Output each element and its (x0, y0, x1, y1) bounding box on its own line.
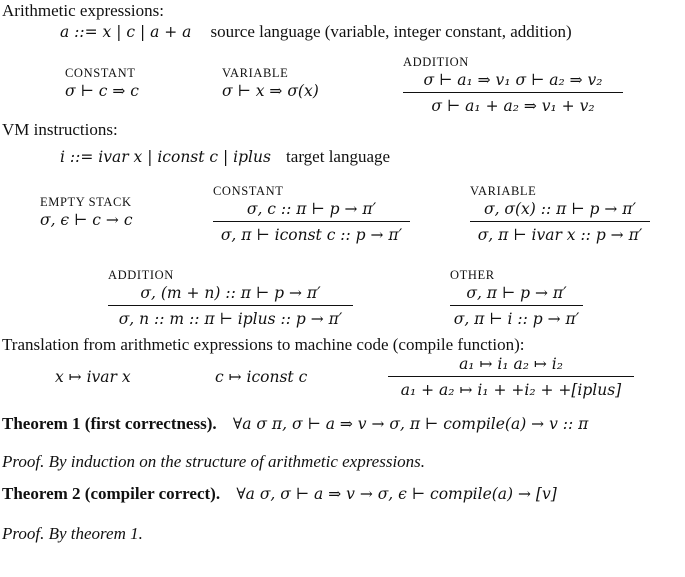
vm-heading: VM instructions: (2, 120, 118, 139)
rule-conclusion: σ, n :: m :: π ⊢ iplus :: p → π′ (118, 310, 343, 328)
arith-grammar-note: source language (variable, integer constant, addition) (210, 22, 572, 41)
rule-label: CONSTANT (65, 66, 136, 80)
inference-line (450, 305, 583, 306)
rule-label: CONSTANT (213, 184, 284, 198)
rule-conclusion: σ, π ⊢ iconst c :: p → π′ (220, 226, 403, 244)
rule-arith-addition (403, 55, 623, 115)
rule-premise: σ ⊢ a₁ ⇒ v₁ σ ⊢ a₂ ⇒ v₂ (423, 71, 603, 89)
inference-line (108, 305, 353, 306)
rule-vm-addition (108, 268, 353, 328)
vm-grammar-note: target language (286, 147, 391, 166)
theorem-title: Theorem 2 (compiler correct). (2, 484, 221, 503)
inference-line (470, 221, 650, 222)
rule-conclusion: σ ⊢ a₁ + a₂ ⇒ v₁ + v₂ (431, 97, 595, 115)
proof-1: Proof. By induction on the structure of arithmetic expressions. (2, 452, 426, 471)
rule-label: EMPTY STACK (40, 195, 132, 209)
rule-vm-empty-stack (40, 195, 133, 229)
rule-arith-constant (65, 66, 139, 100)
theorem-statement: ∀a σ π, σ ⊢ a ⇒ v → σ, π ⊢ compile(a) → v :: π (232, 415, 589, 433)
proof-2: Proof. By theorem 1. (2, 524, 143, 543)
compile-const: c ↦ iconst c (215, 368, 308, 386)
rule-premise: σ, (m + n) :: π ⊢ p → π′ (140, 284, 321, 302)
theorem-title: Theorem 1 (first correctness). (2, 414, 217, 433)
theorem-2 (2, 484, 557, 504)
rule-premise: σ, π ⊢ p → π′ (466, 284, 567, 302)
rule-label: ADDITION (403, 55, 469, 69)
rule-conclusion: σ ⊢ c ⇒ c (65, 82, 139, 100)
rule-premise: a₁ ↦ i₁ a₂ ↦ i₂ (459, 355, 563, 373)
compile-var: x ↦ ivar x (55, 368, 131, 386)
theorem-statement: ∀a σ, σ ⊢ a ⇒ v → σ, ϵ ⊢ compile(a) → [v] (236, 485, 557, 503)
vm-grammar-line (60, 147, 390, 167)
arith-heading: Arithmetic expressions: (2, 1, 164, 20)
inference-line (213, 221, 410, 222)
rule-premise: σ, c :: π ⊢ p → π′ (246, 200, 377, 218)
arith-grammar-line (60, 22, 572, 42)
arith-grammar: a ::= x | c | a + a (60, 23, 192, 41)
rule-conclusion: σ, ϵ ⊢ c → c (40, 211, 133, 229)
rule-label: OTHER (450, 268, 495, 282)
rule-label: VARIABLE (470, 184, 537, 198)
rule-label: ADDITION (108, 268, 174, 282)
inference-line (403, 92, 623, 93)
rule-arith-variable (222, 66, 319, 100)
compile-heading: Translation from arithmetic expressions to machine code (compile function): (2, 335, 525, 354)
rule-conclusion: σ ⊢ x ⇒ σ(x) (222, 82, 319, 100)
rule-conclusion: σ, π ⊢ ivar x :: p → π′ (477, 226, 643, 244)
theorem-1 (2, 414, 588, 434)
rule-label: VARIABLE (222, 66, 289, 80)
rule-conclusion: σ, π ⊢ i :: p → π′ (453, 310, 580, 328)
rule-vm-constant (213, 184, 410, 244)
rule-vm-variable (470, 184, 650, 244)
rule-compile-addition (388, 355, 634, 399)
rule-conclusion: a₁ + a₂ ↦ i₁ + +i₂ + +[iplus] (400, 381, 622, 399)
vm-grammar: i ::= ivar x | iconst c | iplus (60, 148, 271, 166)
inference-line (388, 376, 634, 377)
rule-vm-other (450, 268, 583, 328)
rule-premise: σ, σ(x) :: π ⊢ p → π′ (484, 200, 636, 218)
